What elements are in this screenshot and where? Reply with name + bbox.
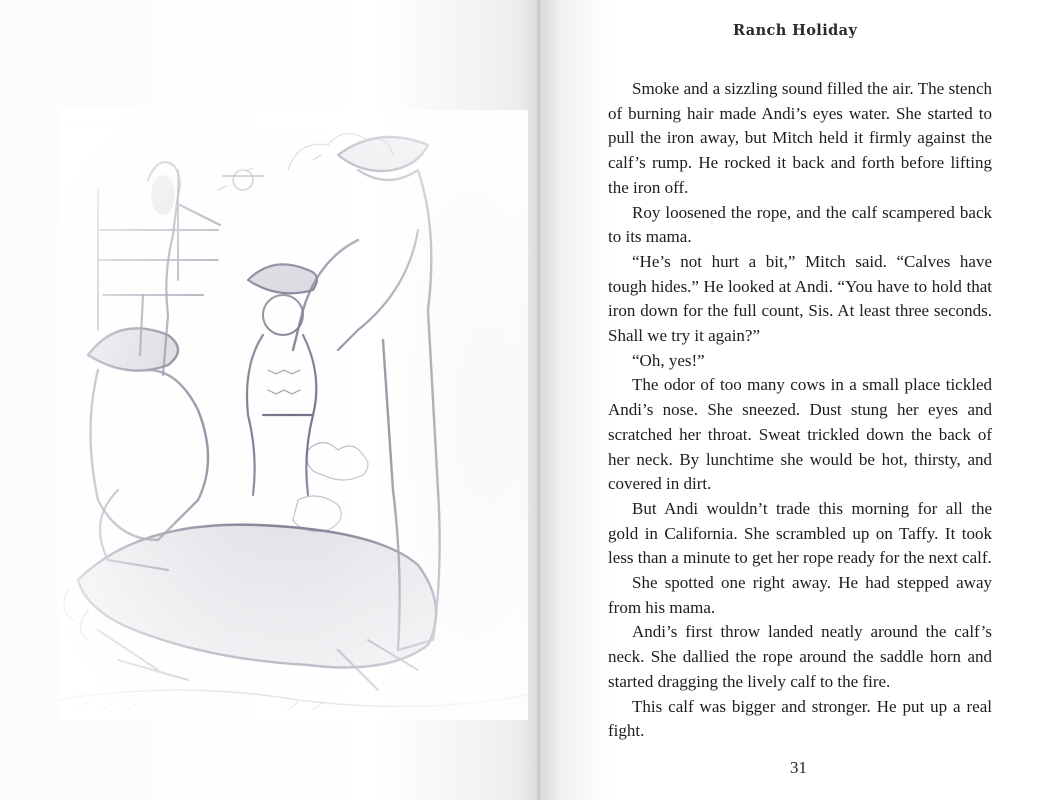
body-text [608,77,992,744]
paragraph: Smoke and a sizzling sound filled the air. The stench of burning hair made Andi’s eyes water. She started to pull the iron away, but Mitch held it firmly against the calf’s rump. He rocked it back and forth before lifting the iron off. [608,79,992,197]
paragraph: “Oh, yes!” [632,350,705,370]
paragraph: The odor of too many cows in a small place tickled Andi’s nose. She sneezed. Dust stung her eyes and scratched her throat. Sweat trickled down the back of her neck. By lunchtime she would be hot, thirsty, and covered in dirt. [608,375,992,494]
running-head: Ranch Holiday [733,22,858,39]
paragraph: This calf was bigger and stronger. He put up a real fight. [608,696,992,741]
paragraph: Roy loosened the rope, and the calf scampered back to its mama. [608,202,992,247]
paragraph: But Andi wouldn’t trade this morning for all the gold in California. She scrambled up on Taffy. It took less than a minute to get her rope ready for the next calf. [608,498,992,568]
paragraph: She spotted one right away. He had stepped away from his mama. [608,573,992,617]
page-number: 31 [790,758,807,777]
paragraph: “He’s not hurt a bit,” Mitch said. “Calves have tough hides.” He looked at Andi. “You have to hold that iron down for the full count, Sis. At least three seconds. Shall we try it again?” [608,251,992,346]
paragraph: Andi’s first throw landed neatly around the calf’s neck. She dallied the rope around the saddle horn and started dragging the lively calf to the fire. [608,622,992,691]
pencil-sketch-illustration [58,110,528,720]
